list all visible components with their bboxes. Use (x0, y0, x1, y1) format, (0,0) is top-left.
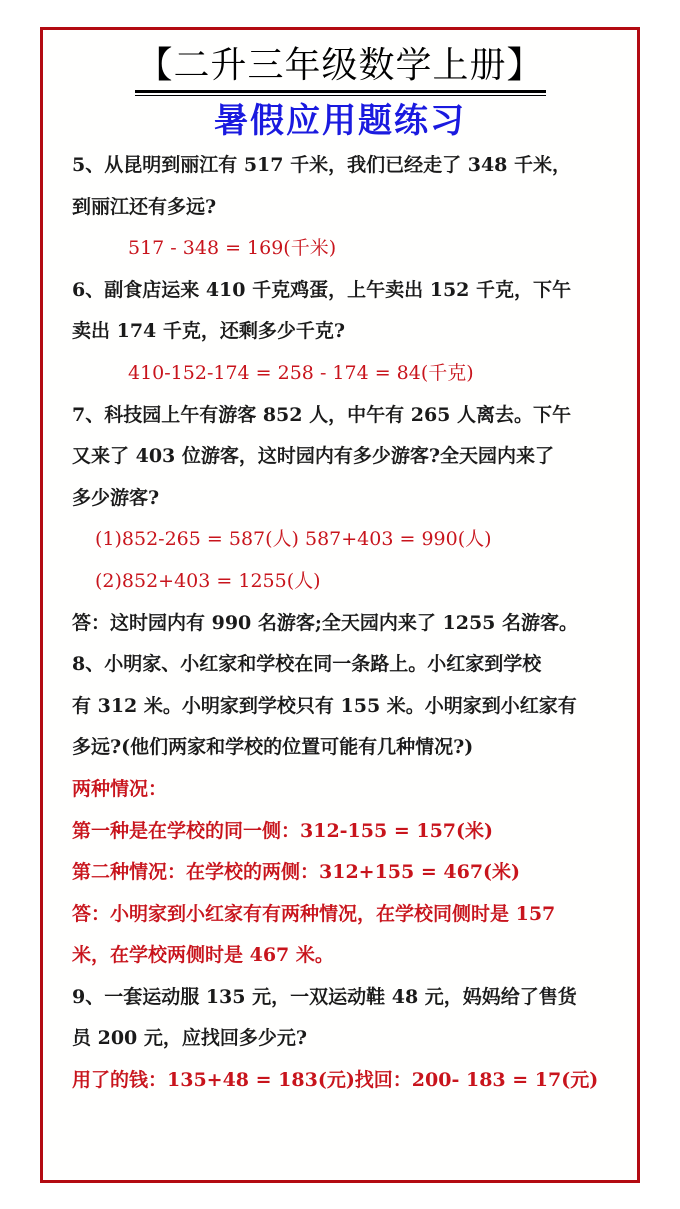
problem-8 (72, 644, 617, 977)
problem-6 (72, 270, 617, 395)
question-line: 8、小明家、小红家和学校在同一条路上。小红家到学校 (72, 653, 542, 676)
answer-line: (1)852-265 = 587(人) 587+403 = 990(人) (95, 528, 492, 551)
question-line: 员 200 元，应找回多少元? (72, 1027, 308, 1050)
question-line: 有 312 米。小明家到学校只有 155 米。小明家到小红家有 (72, 694, 577, 717)
question-line: 6、副食店运来 410 千克鸡蛋，上午卖出 152 千克，下午 (72, 278, 572, 301)
question-line: 5、从昆明到丽江有 517 千米，我们已经走了 348 千米， (72, 154, 572, 176)
problem-list (72, 145, 617, 1102)
answer-line: 第一种是在学校的同一侧：312-155 = 157(米) (72, 819, 493, 842)
answer-line: 410-152-174 = 258 - 174 = 84(千克) (128, 361, 474, 384)
problem-5 (72, 145, 617, 270)
answer-line: 用了的钱：135+48 = 183(元)找回：200- 183 = 17(元) (72, 1069, 599, 1092)
page-subtitle: 暑假应用题练习 (214, 101, 466, 141)
page-title: 【二升三年级数学上册】 (136, 45, 544, 86)
question-line: 多远?(他们两家和学校的位置可能有几种情况?) (72, 736, 474, 759)
question-line: 多少游客? (72, 486, 160, 509)
question-line: 7、科技园上午有游客 852 人，中午有 265 人离去。下午 (72, 403, 572, 426)
question-line: 到丽江还有多远? (72, 195, 217, 218)
title-underline (135, 90, 546, 93)
problem-7 (72, 395, 617, 645)
answer-line: 米，在学校两侧时是 467 米。 (72, 944, 334, 967)
title-underline-thin (135, 95, 546, 96)
answer-line: 517 - 348 = 169(千米) (128, 237, 337, 260)
question-line: 卖出 174 千克，还剩多少千克? (72, 320, 346, 343)
question-line: 又来了 403 位游客，这时园内有多少游客?全天园内来了 (72, 445, 555, 468)
answer-line: 第二种情况：在学校的两侧：312+155 = 467(米) (72, 861, 521, 884)
answer-line: 两种情况： (72, 777, 168, 800)
question-line: 9、一套运动服 135 元，一双运动鞋 48 元，妈妈给了售货 (72, 985, 577, 1008)
answer-line: 答：小明家到小红家有有两种情况，在学校同侧时是 157 (72, 902, 556, 925)
problem-9 (72, 977, 617, 1102)
answer-line: (2)852+403 = 1255(人) (95, 569, 321, 592)
conclusion-line: 答：这时园内有 990 名游客;全天园内来了 1255 名游客。 (72, 611, 579, 634)
